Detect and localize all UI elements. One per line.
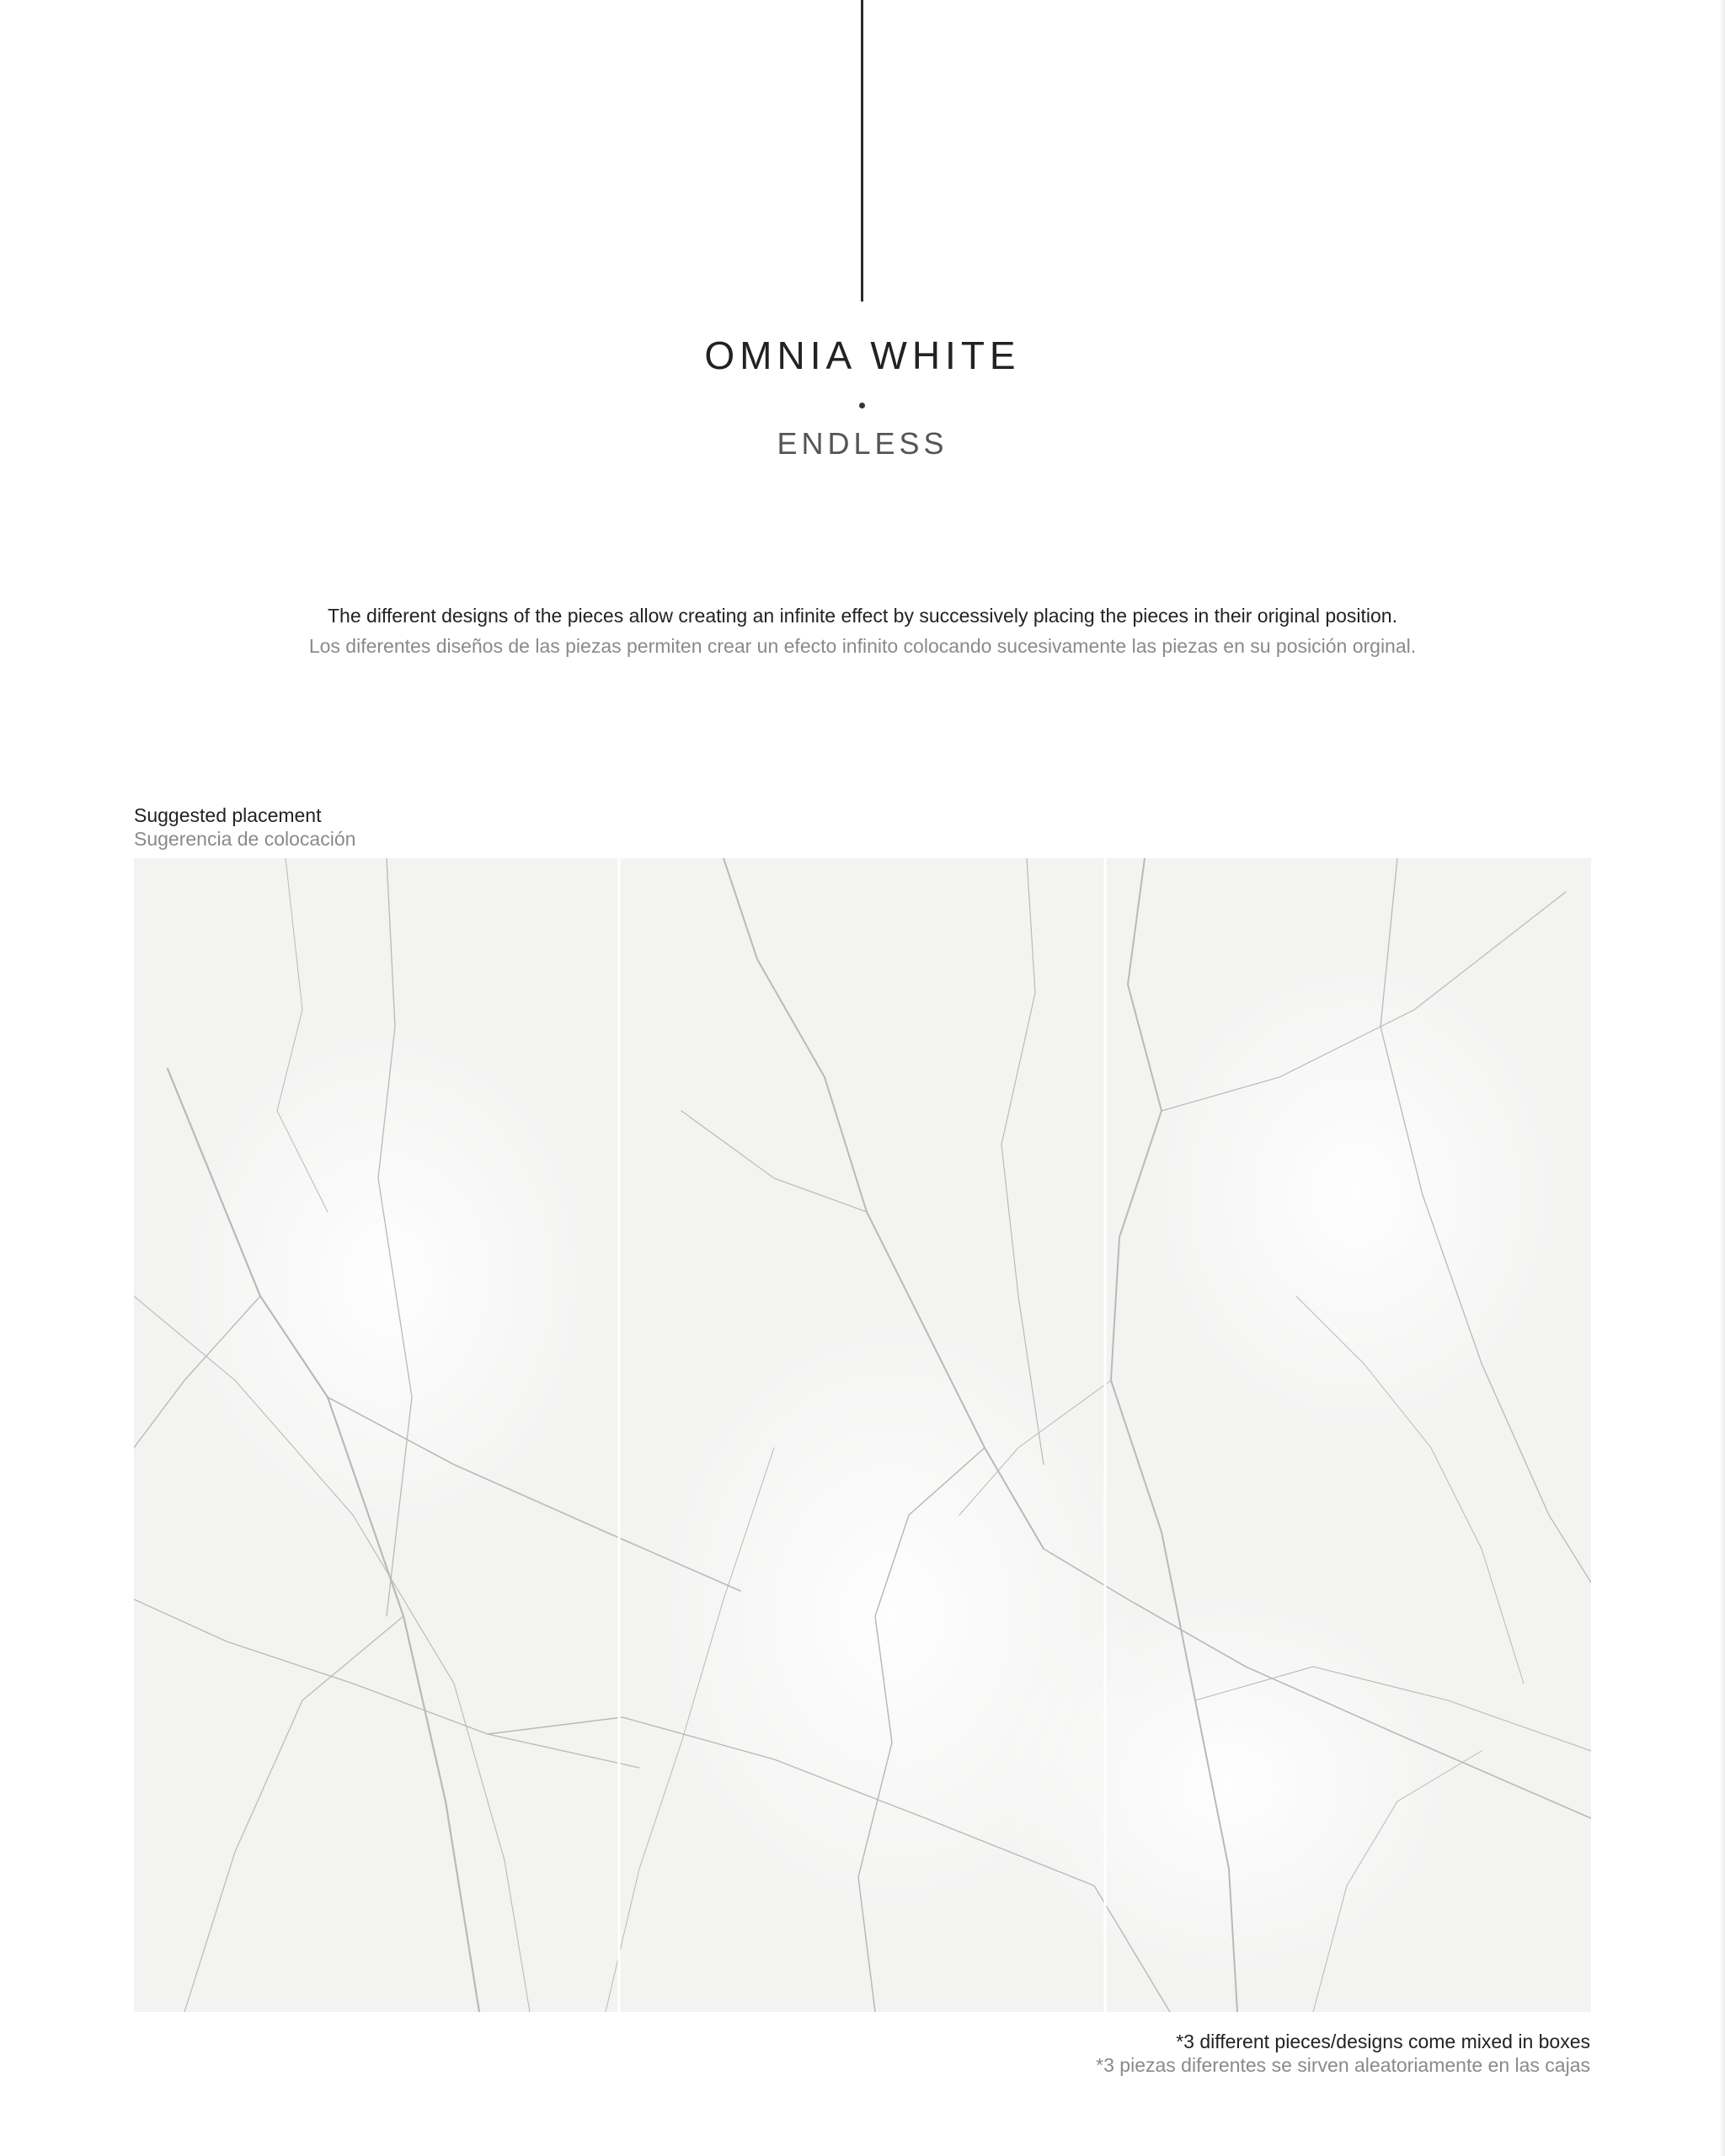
boxes-note-english: *3 different pieces/designs come mixed in boxes bbox=[1176, 2031, 1590, 2052]
product-title: OMNIA WHITE bbox=[704, 334, 1021, 377]
placement-label-spanish: Sugerencia de colocación bbox=[134, 828, 356, 850]
description-english: The different designs of the pieces allow creating an infinite effect by successively placing the pieces in their original position. bbox=[328, 605, 1397, 627]
page-edge-shadow bbox=[1720, 0, 1725, 2156]
description-spanish: Los diferentes diseños de las piezas permiten crear un efecto infinito colocando sucesivamente las piezas en su posición orginal. bbox=[308, 635, 1417, 657]
product-subtitle: ENDLESS bbox=[777, 426, 948, 461]
placement-label-english: Suggested placement bbox=[134, 804, 322, 826]
boxes-note-spanish: *3 piezas diferentes se sirven aleatoriamente en las cajas bbox=[1096, 2054, 1590, 2076]
marble-placement-image bbox=[134, 858, 1591, 2012]
separator-dot bbox=[859, 403, 865, 408]
decorative-vertical-line bbox=[861, 0, 863, 302]
